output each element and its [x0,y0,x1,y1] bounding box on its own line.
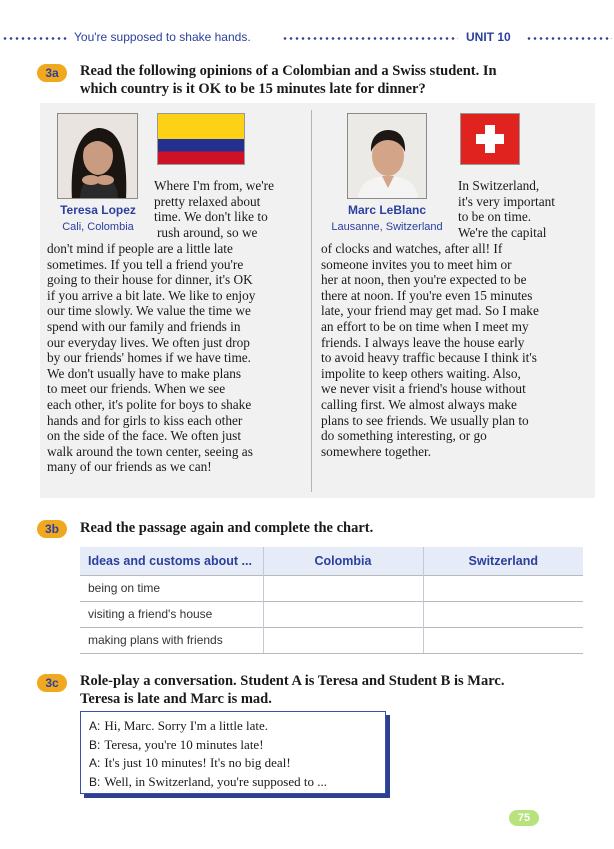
dialog-text: Hi, Marc. Sorry I'm a little late. [104,718,269,733]
teresa-line: each other, it's polite for boys to shake [47,396,252,412]
dialog-speaker: A: [89,719,101,733]
marc-line: her at noon, then you're expected to be [321,272,527,288]
teresa-line: rush around, so we [157,224,258,240]
teresa-name: Teresa Lopez [60,203,136,217]
table-row [80,575,583,601]
marc-line: there at noon. If you're even 15 minutes [321,287,533,303]
instruction-3a [80,62,497,98]
marc-line: calling first. We almost always make [321,396,517,412]
teresa-line: time. We don't like to [154,209,268,225]
dialog-speaker: A: [89,756,101,770]
marc-line: an effort to be on time when I meet my [321,318,529,334]
teresa-line: by our friends' homes if we have time. [47,350,252,366]
marc-line: someone invites you to meet him or [321,256,512,272]
chart-cell-colombia[interactable] [263,627,423,653]
chart-row-label: visiting a friend's house [80,601,263,627]
teresa-line: our everyday lives. We often just drop [47,334,250,350]
teresa-line: on the side of the face. We often just [47,428,242,444]
marc-name: Marc LeBlanc [347,203,427,217]
panel-divider [311,110,312,492]
marc-paragraph [321,241,539,459]
chart-header-switzerland: Switzerland [423,547,583,575]
marc-line: In Switzerland, [458,178,540,193]
table-row [80,601,583,627]
marc-line: it's very important [458,193,555,209]
teresa-line: many of our friends as we can! [47,459,212,475]
chart-row-label: making plans with friends [80,627,263,653]
teresa-line: walk around the town center, seeing as [47,443,253,459]
header-dots-right [526,37,612,40]
switzerland-flag [460,113,520,165]
teresa-line: hands and for girls to kiss each other [47,412,243,428]
marc-place: Lausanne, Switzerland [331,221,443,233]
marc-line: we never visit a friend's house without [321,381,526,397]
badge-3a: 3a [37,64,67,82]
customs-chart [80,547,583,654]
chart-cell-switzerland[interactable] [423,575,583,601]
teresa-line: to meet our friends. When we see [47,381,226,397]
chart-row-label: being on time [80,575,263,601]
marc-line: of clocks and watches, after all! If [321,241,503,256]
marc-line: to be on time. [458,209,532,225]
dialog-line [89,773,385,792]
dialog-speaker: B: [89,737,101,752]
marc-line: do something interesting, or go [321,428,487,444]
teresa-line: our time slowly. We value the time we [47,303,251,319]
badge-3b: 3b [37,520,67,538]
chart-cell-colombia[interactable] [263,601,423,627]
marc-line: We're the capital [458,224,547,240]
marc-line: impolite to keep others waiting. Also, [321,365,521,381]
teresa-place: Cali, Colombia [62,221,134,233]
instruction-3c-line1: Role-play a conversation. Student A is Teresa and Student B is Marc. [80,673,505,689]
colombia-flag [157,113,245,165]
header-dots-left [2,37,68,40]
chart-header-colombia: Colombia [263,547,423,575]
teresa-line: going to their house for dinner, it's OK [47,272,253,288]
marc-paragraph-top [458,178,555,240]
table-row [80,627,583,653]
page-number: 75 [509,810,539,826]
teresa-line: Where I'm from, we're [154,178,274,193]
marc-line: to avoid heavy traffic because I think it's [321,350,537,366]
instruction-3b: Read the passage again and complete the chart. [80,520,374,536]
unit-label: UNIT 10 [466,30,511,44]
teresa-line: don't mind if people are a little late [47,241,233,256]
marc-line: late, your friend may get mad. So I make [321,303,539,319]
teresa-line: sometimes. If you tell a friend you're [47,256,244,272]
dialog-text: Teresa, you're 10 minutes late! [104,736,264,752]
dialog-line [89,736,385,755]
teresa-photo [57,113,138,199]
chart-header-ideas: Ideas and customs about ... [80,547,263,575]
instruction-3c [80,672,504,708]
badge-3c: 3c [37,674,67,692]
page-header [0,28,614,48]
dialog-line [89,717,385,736]
marc-line: somewhere together. [321,443,432,459]
marc-photo [347,113,427,199]
chart-cell-switzerland[interactable] [423,627,583,653]
teresa-paragraph-top [154,178,274,240]
dialog-text: It's just 10 minutes! It's no big deal! [104,755,291,770]
teresa-line: We don't usually have to make plans [47,365,242,381]
marc-line: plans to see friends. We usually plan to [321,412,529,428]
instruction-3c-line2: Teresa is late and Marc is mad. [80,691,272,707]
teresa-paragraph [47,241,255,475]
teresa-line: pretty relaxed about [154,193,261,209]
header-subtitle: You're supposed to shake hands. [74,30,251,44]
dialog-box [80,711,386,794]
chart-cell-colombia[interactable] [263,575,423,601]
chart-cell-switzerland[interactable] [423,601,583,627]
chart-header-row [80,547,583,575]
header-dots-middle [282,37,458,40]
dialog-speaker: B: [89,774,101,789]
instruction-3a-line2: which country is it OK to be 15 minutes late for dinner? [80,81,426,97]
instruction-3a-line1: Read the following opinions of a Colombian and a Swiss student. In [80,63,497,79]
dialog-text: Well, in Switzerland, you're supposed to ... [104,773,327,789]
teresa-line: if you arrive a bit late. We like to enjoy [47,287,256,303]
teresa-line: spend with our family and friends in [47,318,241,334]
dialog-line [89,754,385,773]
marc-line: friends. I always leave the house early [321,334,525,350]
